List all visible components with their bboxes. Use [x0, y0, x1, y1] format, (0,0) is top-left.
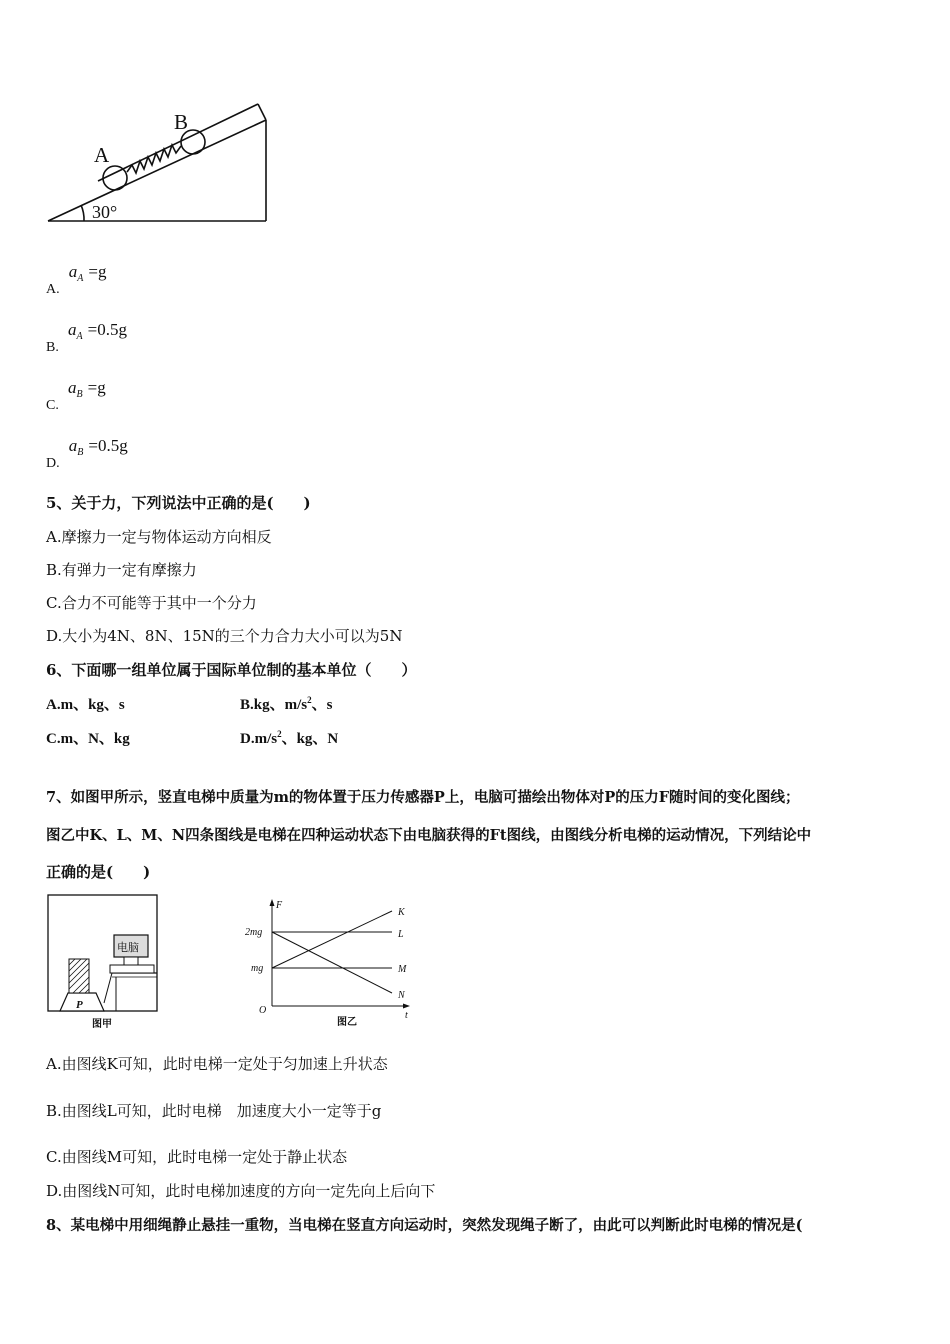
option-text: 、kg、N [281, 731, 339, 747]
q7-option-a[interactable]: A.由图线K可知，此时电梯一定处于匀加速上升状态 [46, 1055, 388, 1073]
math-rhs: =0.5g [88, 436, 128, 455]
q5-option-d[interactable]: D.大小为4N、8N、15N的三个力合力大小可以为5N [46, 627, 403, 645]
label-k: K [398, 907, 405, 918]
q6-option-a[interactable]: A.m、kg、s [46, 697, 125, 713]
math-rhs: =g [88, 262, 107, 281]
label-n: N [398, 990, 405, 1001]
figure-yi-caption: 图乙 [337, 1017, 357, 1028]
incline-spring-figure [40, 95, 280, 230]
q4-option-a[interactable] [46, 262, 107, 297]
math-sub: B [76, 389, 83, 400]
label-m: M [398, 964, 407, 975]
superscript: 2 [277, 729, 282, 739]
math-var: a [68, 436, 78, 455]
math-var: a [67, 378, 77, 397]
figure-jia-caption: 图甲 [92, 1019, 112, 1030]
option-text: B.kg、m/s [240, 697, 308, 713]
q5-stem: 5、关于力，下列说法中正确的是( ) [46, 494, 311, 512]
math-rhs: =0.5g [87, 320, 127, 339]
option-letter: C. [46, 398, 59, 413]
f-axis-label: F [276, 900, 283, 911]
math-sub: A [76, 331, 83, 342]
q6-option-c[interactable]: C.m、N、kg [46, 731, 130, 747]
q5-option-b[interactable]: B.有弹力一定有摩擦力 [46, 561, 197, 579]
option-letter: B. [46, 340, 59, 355]
superscript: 2 [307, 695, 312, 705]
line-k [272, 911, 392, 968]
math-sub: B [77, 447, 84, 458]
math-rhs: =g [87, 378, 106, 397]
computer-label: 电脑 [117, 942, 139, 954]
option-text: 、s [311, 697, 333, 713]
q4-option-b[interactable] [46, 320, 127, 355]
q8-stem: 8、某电梯中用细绳静止悬挂一重物，当电梯在竖直方向运动时，突然发现绳子断了，由此可以判断此时电梯的情况是( [46, 1217, 803, 1234]
tick-mg: mg [251, 963, 264, 974]
option-letter: D. [46, 456, 60, 471]
option-letter: A. [46, 282, 60, 297]
q6-stem: 6、下面哪一组单位属于国际单位制的基本单位（ ） [46, 661, 417, 679]
q5-option-c[interactable]: C.合力不可能等于其中一个分力 [46, 594, 257, 612]
figure-jia [44, 893, 164, 1033]
q7-stem-line2: 图乙中K、L、M、N四条图线是电梯在四种运动状态下由电脑获得的Ft图线，由图线分析电梯的运动情况，下列结论中 [46, 827, 812, 844]
math-sub: A [77, 273, 84, 284]
q6-option-b[interactable] [240, 693, 332, 714]
q7-stem-line1: 7、如图甲所示，竖直电梯中质量为m的物体置于压力传感器P上，电脑可描绘出物体对P的压力F随时间的变化图线； [46, 789, 800, 806]
sensor-p-label: P [76, 999, 83, 1011]
line-n [272, 932, 392, 993]
figure-yi-chart [240, 893, 420, 1033]
t-axis-label: t [405, 1010, 408, 1021]
q6-option-d[interactable] [240, 727, 338, 748]
q4-option-c[interactable] [46, 378, 106, 413]
angle-label: 30° [92, 202, 118, 222]
origin-label: O [259, 1005, 267, 1016]
label-a: A [94, 143, 110, 167]
q7-option-c[interactable]: C.由图线M可知，此时电梯一定处于静止状态 [46, 1148, 348, 1166]
label-b: B [174, 110, 189, 134]
q4-option-d[interactable] [46, 436, 128, 471]
q5-option-a[interactable]: A.摩擦力一定与物体运动方向相反 [46, 528, 272, 546]
math-var: a [67, 320, 77, 339]
q7-option-d[interactable]: D.由图线N可知，此时电梯加速度的方向一定先向上后向下 [46, 1182, 436, 1200]
q7-option-b[interactable]: B.由图线L可知，此时电梯 加速度大小一定等于g [46, 1102, 382, 1120]
math-var: a [68, 262, 78, 281]
option-text: D.m/s [240, 731, 278, 747]
tick-2mg: 2mg [245, 927, 263, 938]
q7-stem-line3: 正确的是( ) [46, 863, 151, 881]
label-l: L [398, 929, 404, 940]
